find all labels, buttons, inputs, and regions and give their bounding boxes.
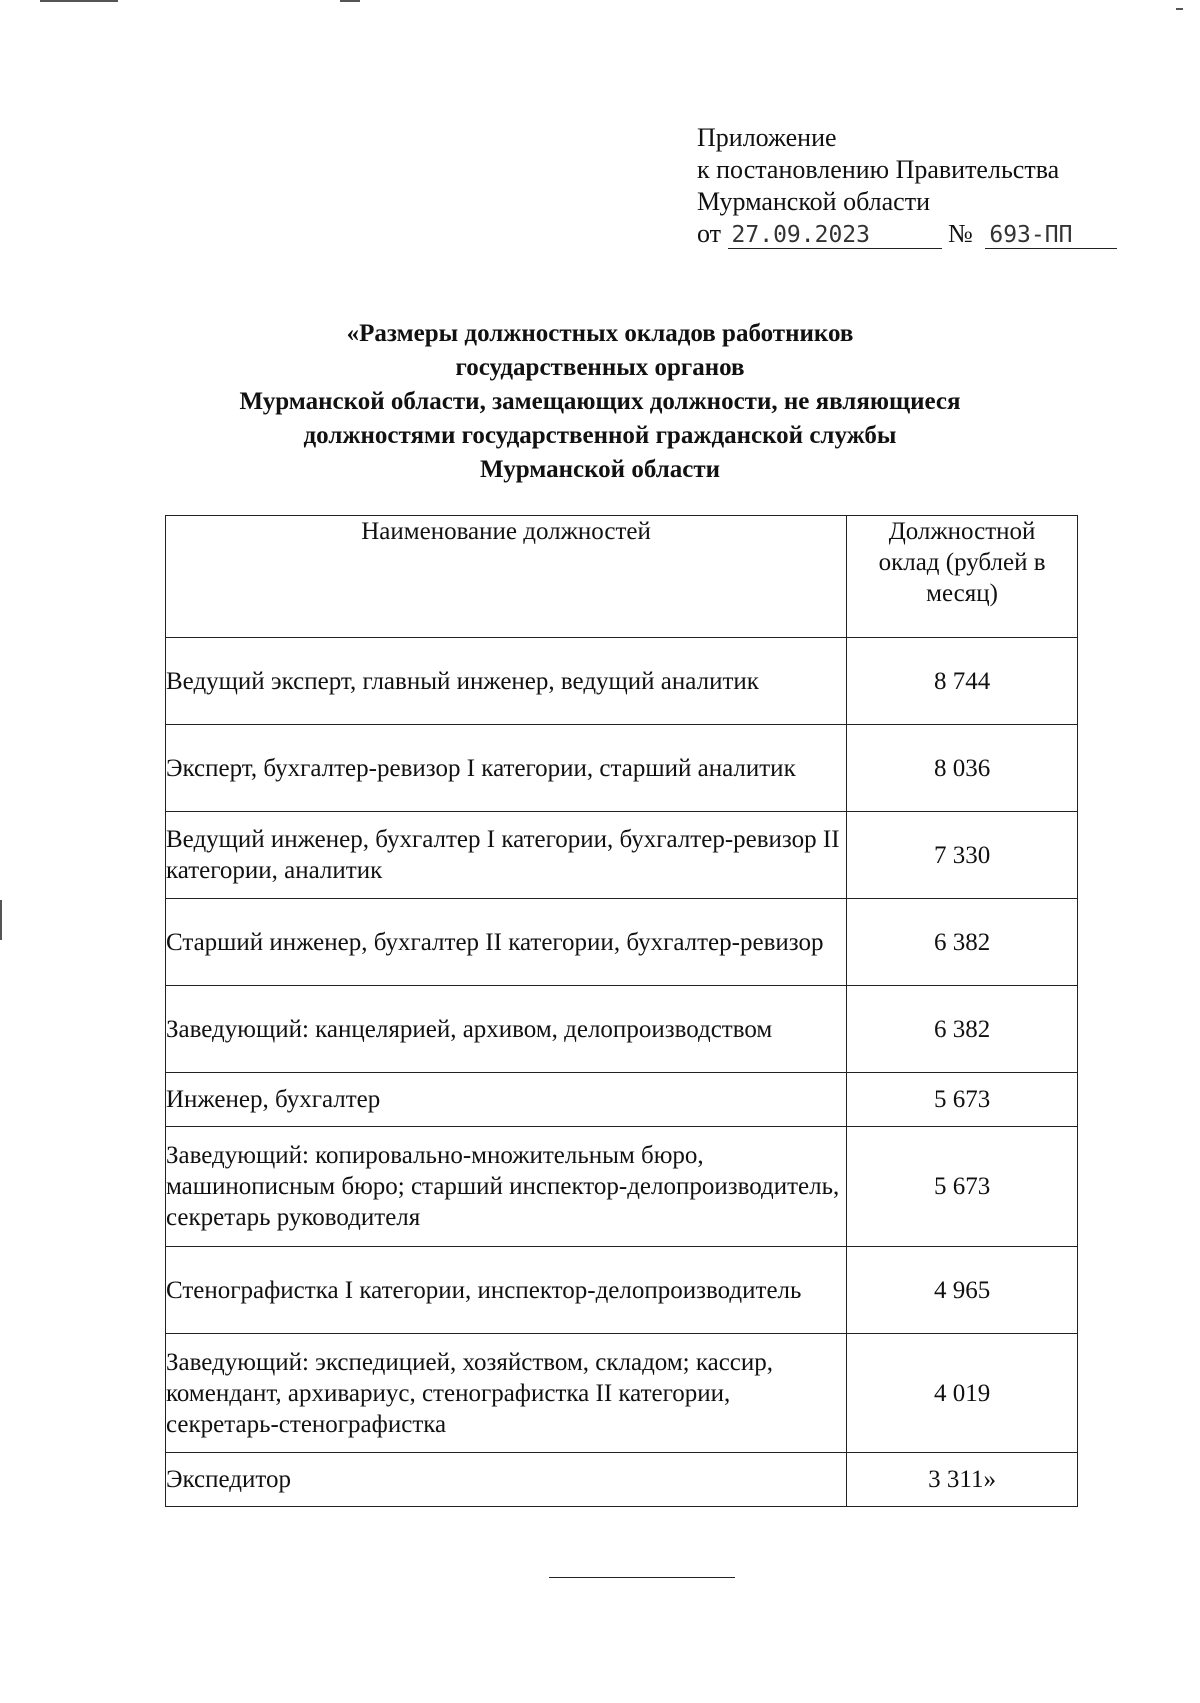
position-name: Заведующий: экспедицией, хозяйством, складом; кассир, комендант, архивариус, стенографистка II категории, секретарь-стенографистка — [166, 1334, 847, 1453]
scan-artifact-top-center — [340, 0, 360, 2]
title-line-4: должностями государственной гражданской службы — [303, 422, 897, 449]
header-salary-line-3: месяц) — [926, 580, 998, 607]
header-salary-line-2: оклад (рублей в — [878, 549, 1046, 576]
table-row — [166, 725, 1078, 812]
scan-artifact-left-edge — [0, 900, 2, 940]
salary-value: 4 019 — [847, 1334, 1078, 1453]
decree-date: 27.09.2023 — [728, 222, 942, 249]
footer-rule — [549, 1577, 735, 1578]
title-line-1: «Размеры должностных окладов работников — [346, 320, 854, 347]
salary-value: 6 382 — [847, 899, 1078, 986]
appendix-line-2: к постановлению Правительства — [697, 155, 1060, 184]
salary-value: 8 036 — [847, 725, 1078, 812]
position-name: Ведущий инженер, бухгалтер I категории, бухгалтер-ревизор II категории, аналитик — [166, 812, 847, 899]
table-row — [166, 1127, 1078, 1247]
table-row — [166, 899, 1078, 986]
table-header-row — [166, 516, 1078, 638]
position-name: Старший инженер, бухгалтер II категории, бухгалтер-ревизор — [166, 899, 847, 986]
decree-number: 693-ПП — [985, 222, 1117, 249]
table-row — [166, 812, 1078, 899]
scan-artifact-top-left — [40, 0, 118, 2]
header-position — [166, 516, 847, 638]
scan-artifact-top-right — [1176, 8, 1183, 10]
position-name: Заведующий: копировально-множительным бюро, машинописным бюро; старший инспектор-делопроизводитель, секретарь руководителя — [166, 1127, 847, 1247]
position-name: Ведущий эксперт, главный инженер, ведущий аналитик — [166, 638, 847, 725]
date-prefix: от — [697, 219, 722, 248]
table-row — [166, 986, 1078, 1073]
position-name: Эксперт, бухгалтер-ревизор I категории, старший аналитик — [166, 725, 847, 812]
appendix-block — [697, 122, 1117, 250]
title-line-2: государственных органов — [455, 354, 745, 381]
table-row — [166, 1073, 1078, 1127]
table-row — [166, 1247, 1078, 1334]
salary-value: 4 965 — [847, 1247, 1078, 1334]
salary-value: 7 330 — [847, 812, 1078, 899]
title-line-5: Мурманской области — [479, 456, 721, 483]
salary-value: 6 382 — [847, 986, 1078, 1073]
appendix-line-3: Мурманской области — [697, 187, 930, 216]
position-name: Стенографистка I категории, инспектор-делопроизводитель — [166, 1247, 847, 1334]
header-salary — [847, 516, 1078, 638]
position-name: Экспедитор — [166, 1453, 847, 1507]
number-sign: № — [948, 219, 973, 248]
salary-value: 8 744 — [847, 638, 1078, 725]
salary-value: 5 673 — [847, 1073, 1078, 1127]
appendix-line-1: Приложение — [697, 123, 837, 152]
salary-value: 5 673 — [847, 1127, 1078, 1247]
table-row — [166, 1453, 1078, 1507]
header-salary-line-1: Должностной — [888, 518, 1036, 545]
position-name: Инженер, бухгалтер — [166, 1073, 847, 1127]
header-position-label: Наименование должностей — [361, 518, 651, 545]
appendix-date-line — [697, 218, 1117, 250]
table-row — [166, 1334, 1078, 1453]
title-line-3: Мурманской области, замещающих должности, не являющиеся — [239, 388, 961, 415]
salary-value: 3 311» — [847, 1453, 1078, 1507]
position-name: Заведующий: канцелярией, архивом, делопроизводством — [166, 986, 847, 1073]
salary-table — [165, 515, 1078, 1507]
document-title — [150, 317, 1050, 487]
table-row — [166, 638, 1078, 725]
